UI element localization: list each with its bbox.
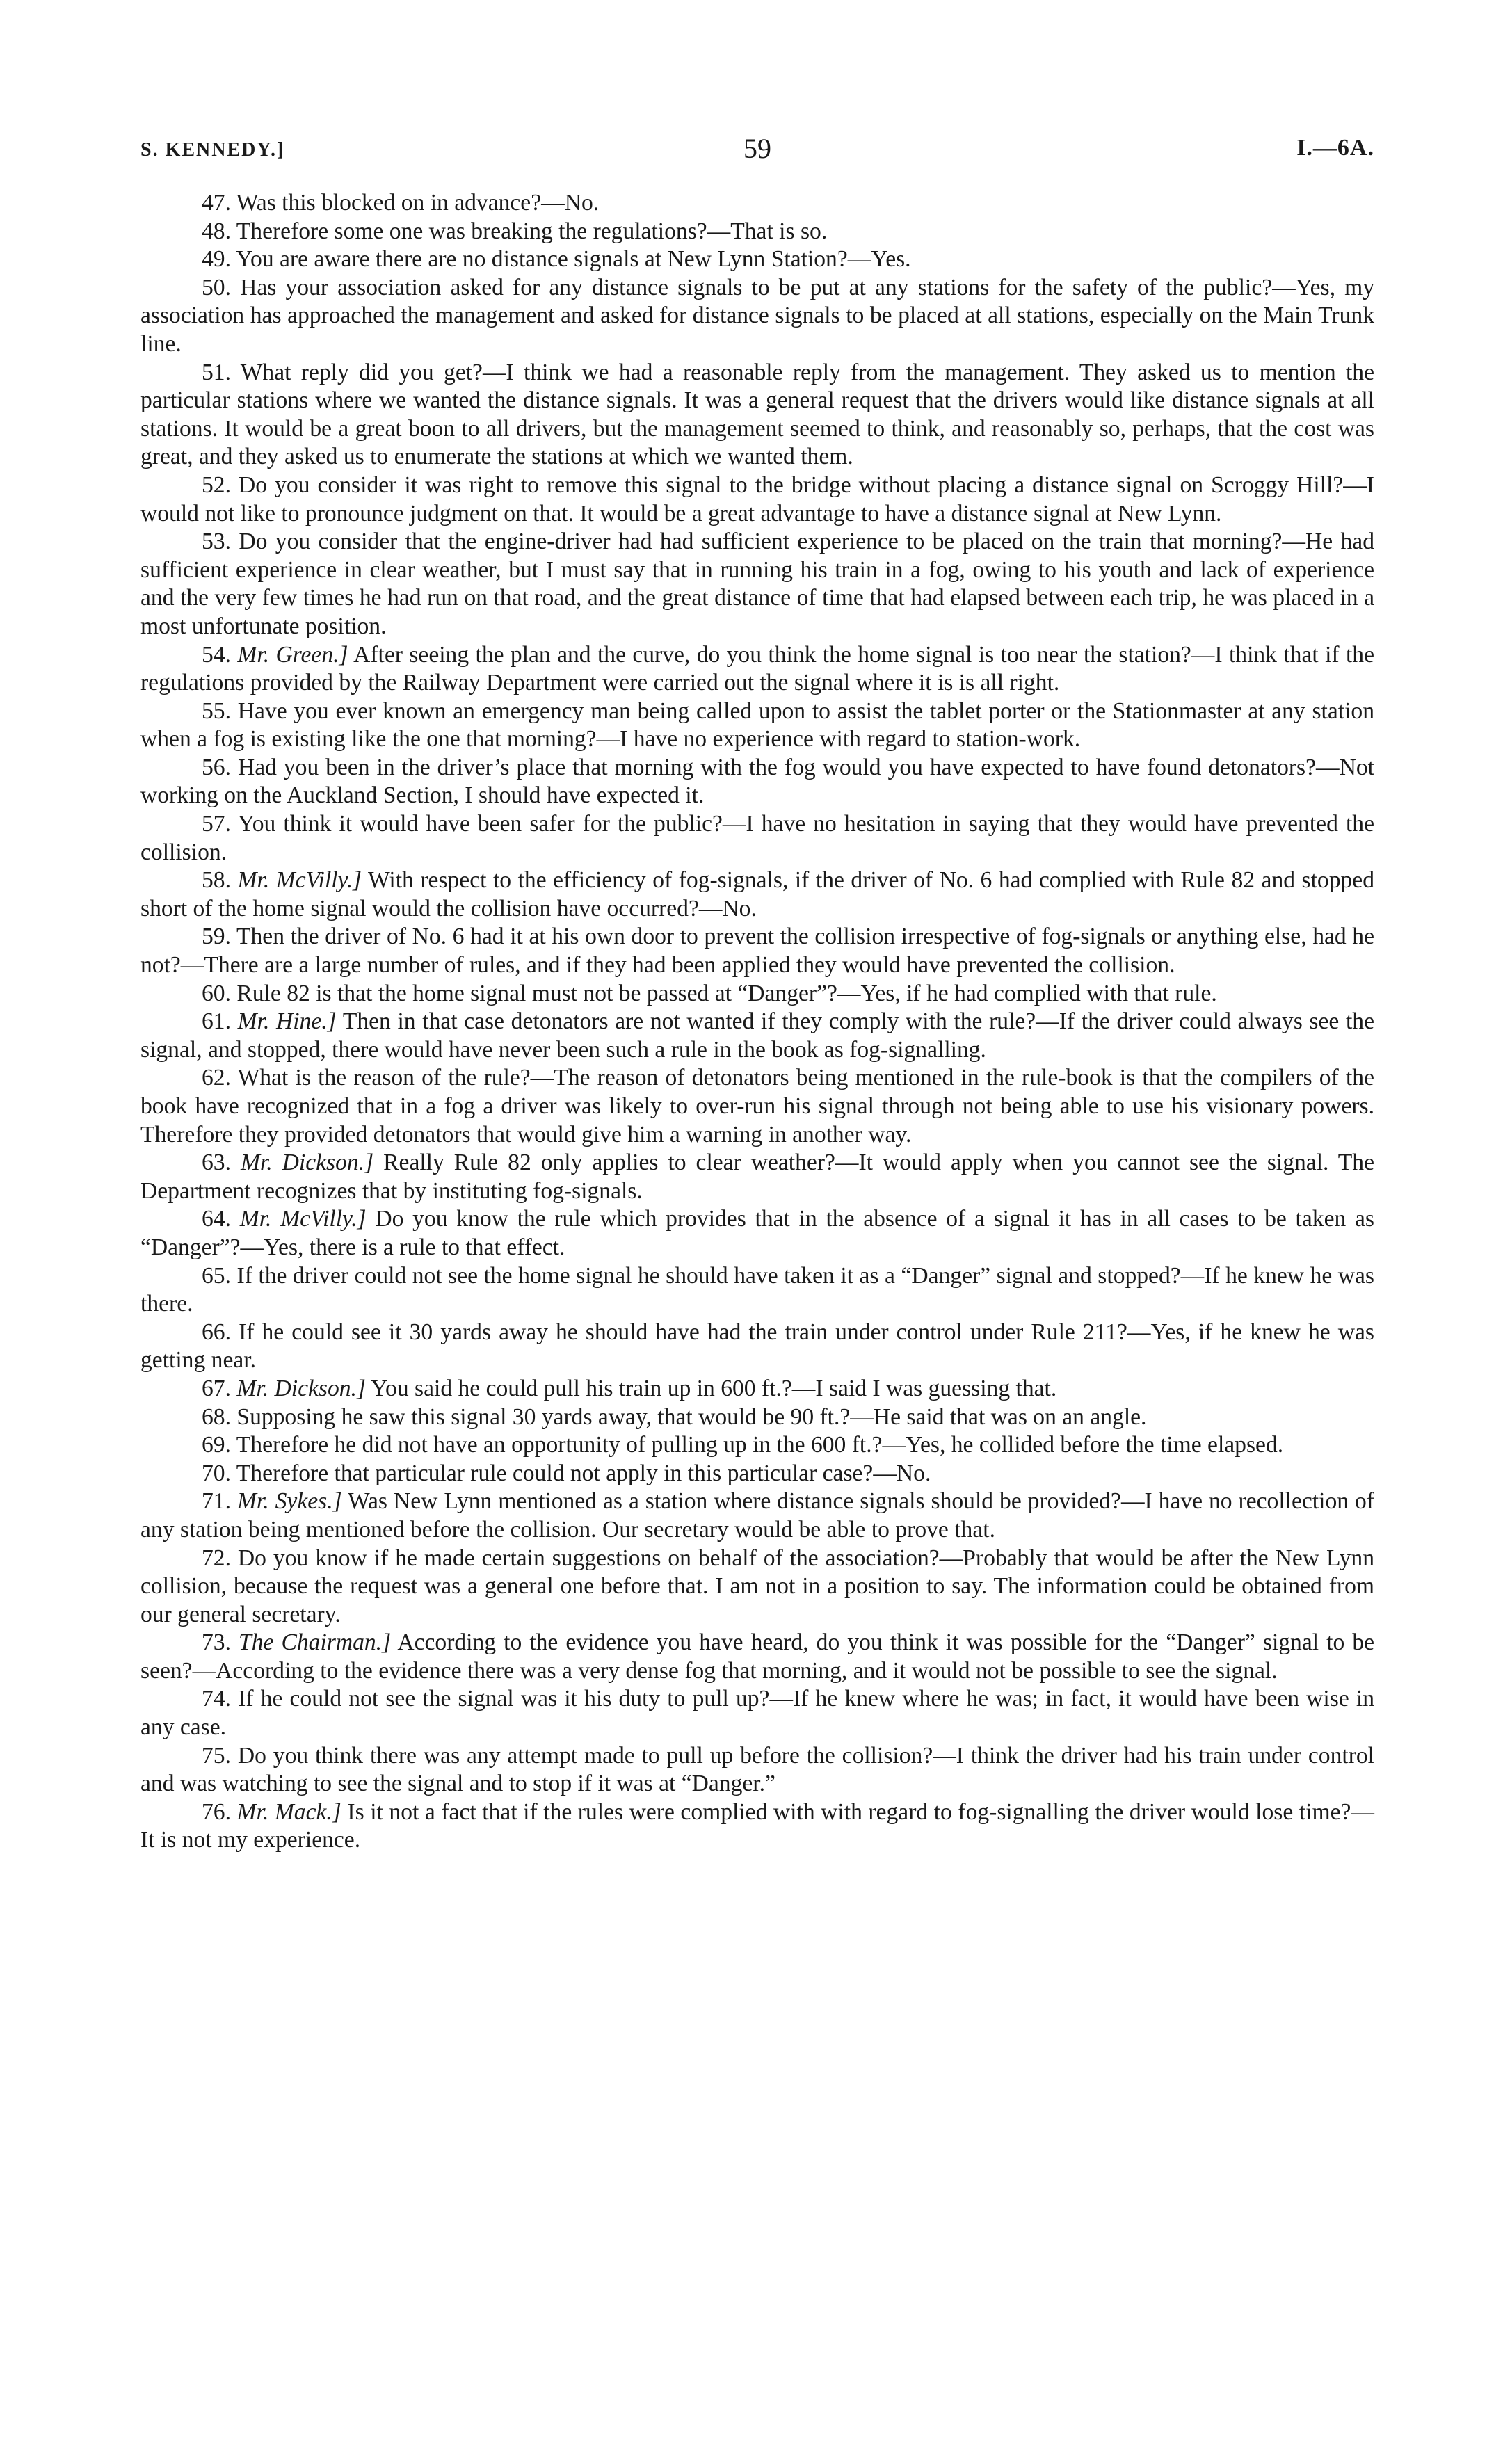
- question-text: You think it would have been safer for the public?—I have no hesitation in saying that they would have prevented the collision.: [140, 811, 1374, 865]
- question-number: 47.: [202, 190, 231, 216]
- speaker-name: Mr. McVilly.]: [237, 867, 362, 894]
- speaker-name: Mr. Sykes.]: [236, 1488, 342, 1515]
- question-text: If he could see it 30 yards away he should have had the train under control under Rule 211?—Yes, if he knew he was getting near.: [140, 1319, 1374, 1374]
- question-number: 61.: [202, 1008, 231, 1035]
- question-paragraph: [140, 1685, 1374, 1741]
- question-number: 60.: [202, 980, 231, 1006]
- speaker-name: Mr. Dickson.]: [240, 1150, 374, 1176]
- question-text: Rule 82 is that the home signal must not be passed at “Danger”?—Yes, if he had complied with that rule.: [236, 980, 1217, 1006]
- question-paragraph: [140, 1375, 1374, 1403]
- question-paragraph: [140, 810, 1374, 867]
- question-paragraph: [140, 923, 1374, 979]
- question-paragraph: [140, 867, 1374, 923]
- question-text: Do you think there was any attempt made to pull up before the collision?—I think the driver had his train under control and was watching to see the signal and to stop if it was at “Danger.”: [140, 1742, 1374, 1797]
- question-paragraph: [140, 218, 1374, 246]
- page-header: [140, 132, 1374, 181]
- question-number: 70.: [202, 1460, 231, 1486]
- question-paragraph: [140, 1205, 1374, 1262]
- question-text: Do you know the rule which provides that in the absence of a signal it has in all cases to be taken as “Danger”?—Yes, there is a rule to that effect.: [140, 1206, 1374, 1260]
- question-paragraph: [140, 1319, 1374, 1375]
- question-number: 73.: [202, 1629, 231, 1656]
- question-number: 51.: [202, 359, 231, 385]
- question-number: 76.: [202, 1798, 231, 1825]
- question-text: Therefore that particular rule could not apply in this particular case?—No.: [236, 1460, 931, 1486]
- question-number: 69.: [202, 1432, 231, 1458]
- question-number: 68.: [202, 1403, 231, 1430]
- question-number: 71.: [202, 1488, 231, 1515]
- question-paragraph: [140, 472, 1374, 528]
- question-text: With respect to the efficiency of fog-signals, if the driver of No. 6 had complied with Rule 82 and stopped short of the home signal would the collision have occurred?—No.: [140, 867, 1374, 921]
- question-paragraph: [140, 1488, 1374, 1544]
- witness-name-header: S. KENNEDY.]: [140, 139, 285, 161]
- question-paragraph: [140, 1262, 1374, 1319]
- question-text: Was New Lynn mentioned as a station where distance signals should be provided?—I have no recollection of any station being mentioned before the collision. Our secretary would be able to prove that.: [140, 1488, 1374, 1543]
- question-paragraph: [140, 754, 1374, 810]
- question-text: Do you consider that the engine-driver had had sufficient experience to be placed on the train that morning?—He had sufficient experience in clear weather, but I must say that in running his train in a fog, owing to his youth and lack of experience and the very few times he had run on that road, and the great distance of time that had elapsed between each trip, he was placed in a most unfortunate position.: [140, 529, 1374, 639]
- speaker-name: Mr. Hine.]: [237, 1008, 337, 1035]
- question-text: You said he could pull his train up in 600 ft.?—I said I was guessing that.: [371, 1375, 1057, 1401]
- question-number: 48.: [202, 218, 231, 244]
- question-number: 62.: [202, 1065, 231, 1091]
- question-number: 49.: [202, 246, 231, 273]
- speaker-name: The Chairman.]: [239, 1629, 392, 1656]
- question-text: Have you ever known an emergency man being called upon to assist the tablet porter or the Stationmaster at any station when a fog is existing like the one that morning?—I have no experience with regard to station-work.: [140, 698, 1374, 752]
- question-number: 63.: [202, 1150, 231, 1176]
- question-paragraph: [140, 1629, 1374, 1685]
- question-number: 58.: [202, 867, 231, 894]
- question-paragraph: [140, 359, 1374, 472]
- testimony-body: [140, 189, 1374, 1855]
- question-paragraph: [140, 1149, 1374, 1205]
- question-number: 54.: [202, 641, 231, 668]
- question-text: Supposing he saw this signal 30 yards away, that would be 90 ft.?—He said that was on an angle.: [236, 1403, 1147, 1430]
- question-text: If he could not see the signal was it his duty to pull up?—If he knew where he was; in fact, it would have been wise in any case.: [140, 1686, 1374, 1741]
- question-number: 75.: [202, 1742, 231, 1769]
- question-paragraph: [140, 189, 1374, 218]
- question-text: Has your association asked for any distance signals to be put at any stations for the safety of the public?—Yes, my association has approached the management and asked for distance signals to be placed at all stations, especially on the Main Trunk line.: [140, 274, 1374, 357]
- question-text: According to the evidence you have heard, do you think it was possible for the “Danger” signal to be seen?—According to the evidence there was a very dense fog that morning, and it would not be possible to see the signal.: [140, 1629, 1375, 1684]
- question-text: If the driver could not see the home signal he should have taken it as a “Danger” signal and stopped?—If he knew he was there.: [140, 1262, 1375, 1317]
- question-number: 56.: [202, 754, 231, 780]
- question-text: Is it not a fact that if the rules were complied with with regard to fog-signalling the driver would lose time?—It is not my experience.: [140, 1798, 1374, 1853]
- question-text: Really Rule 82 only applies to clear weather?—It would apply when you cannot see the signal. The Department recognizes that by instituting fog-signals.: [140, 1150, 1374, 1204]
- question-paragraph: [140, 641, 1374, 698]
- question-text: Then in that case detonators are not wanted if they comply with the rule?—If the driver could always see the signal, and stopped, there would have never been such a rule in the book as fog-signalling.: [140, 1008, 1374, 1063]
- question-paragraph: [140, 1798, 1374, 1855]
- question-text: You are aware there are no distance signals at New Lynn Station?—Yes.: [236, 246, 911, 273]
- question-paragraph: [140, 1403, 1374, 1432]
- question-number: 52.: [202, 472, 231, 498]
- question-paragraph: [140, 1545, 1374, 1629]
- question-paragraph: [140, 1064, 1374, 1149]
- question-text: Therefore some one was breaking the regulations?—That is so.: [236, 218, 828, 244]
- question-number: 66.: [202, 1319, 231, 1345]
- question-paragraph: [140, 528, 1374, 641]
- question-paragraph: [140, 1460, 1374, 1488]
- question-text: Do you consider it was right to remove this signal to the bridge without placing a distance signal on Scroggy Hill?—I would not like to pronounce judgment on that. It would be a great advantage to have a distance signal at New Lynn.: [140, 472, 1374, 526]
- question-text: Do you know if he made certain suggestions on behalf of the association?—Probably that would be after the New Lynn collision, because the request was a general one before that. I am not in a position to say. The information could be obtained from our general secretary.: [140, 1545, 1374, 1627]
- question-paragraph: [140, 1431, 1374, 1460]
- question-number: 74.: [202, 1686, 231, 1712]
- question-number: 64.: [202, 1206, 231, 1232]
- question-number: 72.: [202, 1545, 231, 1571]
- question-paragraph: [140, 1008, 1374, 1064]
- speaker-name: Mr. McVilly.]: [239, 1206, 367, 1232]
- question-text: Therefore he did not have an opportunity of pulling up in the 600 ft.?—Yes, he collided before the time elapsed.: [236, 1432, 1284, 1458]
- question-number: 59.: [202, 924, 231, 950]
- question-number: 57.: [202, 811, 231, 837]
- question-text: Was this blocked on in advance?—No.: [236, 190, 600, 216]
- question-paragraph: [140, 698, 1374, 754]
- question-text: Then the driver of No. 6 had it at his own door to prevent the collision irrespective of fog-signals or anything else, had he not?—There are a large number of rules, and if they had been applied they would have prevented the collision.: [140, 924, 1374, 979]
- speaker-name: Mr. Mack.]: [236, 1798, 341, 1825]
- question-paragraph: [140, 274, 1374, 359]
- question-paragraph: [140, 1742, 1374, 1798]
- speaker-name: Mr. Green.]: [237, 641, 348, 668]
- question-paragraph: [140, 245, 1374, 274]
- question-paragraph: [140, 980, 1374, 1008]
- page-number: 59: [744, 133, 771, 164]
- speaker-name: Mr. Dickson.]: [236, 1375, 366, 1401]
- question-text: After seeing the plan and the curve, do you think the home signal is too near the station?—I think that if the regulations provided by the Railway Department were carried out the signal where it is is all right.: [140, 641, 1374, 696]
- question-number: 55.: [202, 698, 231, 724]
- question-text: What is the reason of the rule?—The reason of detonators being mentioned in the rule-book is that the compilers of the book have recognized that in a fog a driver was likely to over-run his signal through not being able to use his visionary powers. Therefore they provided detonators that would give him a warning in another way.: [140, 1065, 1374, 1148]
- question-text: What reply did you get?—I think we had a reasonable reply from the management. They asked us to mention the particular stations where we wanted the distance signals. It was a general request that the drivers would like distance signals at all stations. It would be a great boon to all drivers, but the management seemed to think, and reasonably so, perhaps, that the cost was great, and they asked us to enumerate the stations at which we wanted them.: [140, 359, 1374, 470]
- question-number: 50.: [202, 274, 231, 300]
- question-number: 67.: [202, 1375, 231, 1401]
- question-number: 53.: [202, 529, 231, 555]
- question-text: Had you been in the driver’s place that morning with the fog would you have expected to have found detonators?—Not working on the Auckland Section, I should have expected it.: [140, 754, 1374, 809]
- question-number: 65.: [202, 1262, 231, 1289]
- paper-reference: I.—6A.: [1296, 135, 1374, 161]
